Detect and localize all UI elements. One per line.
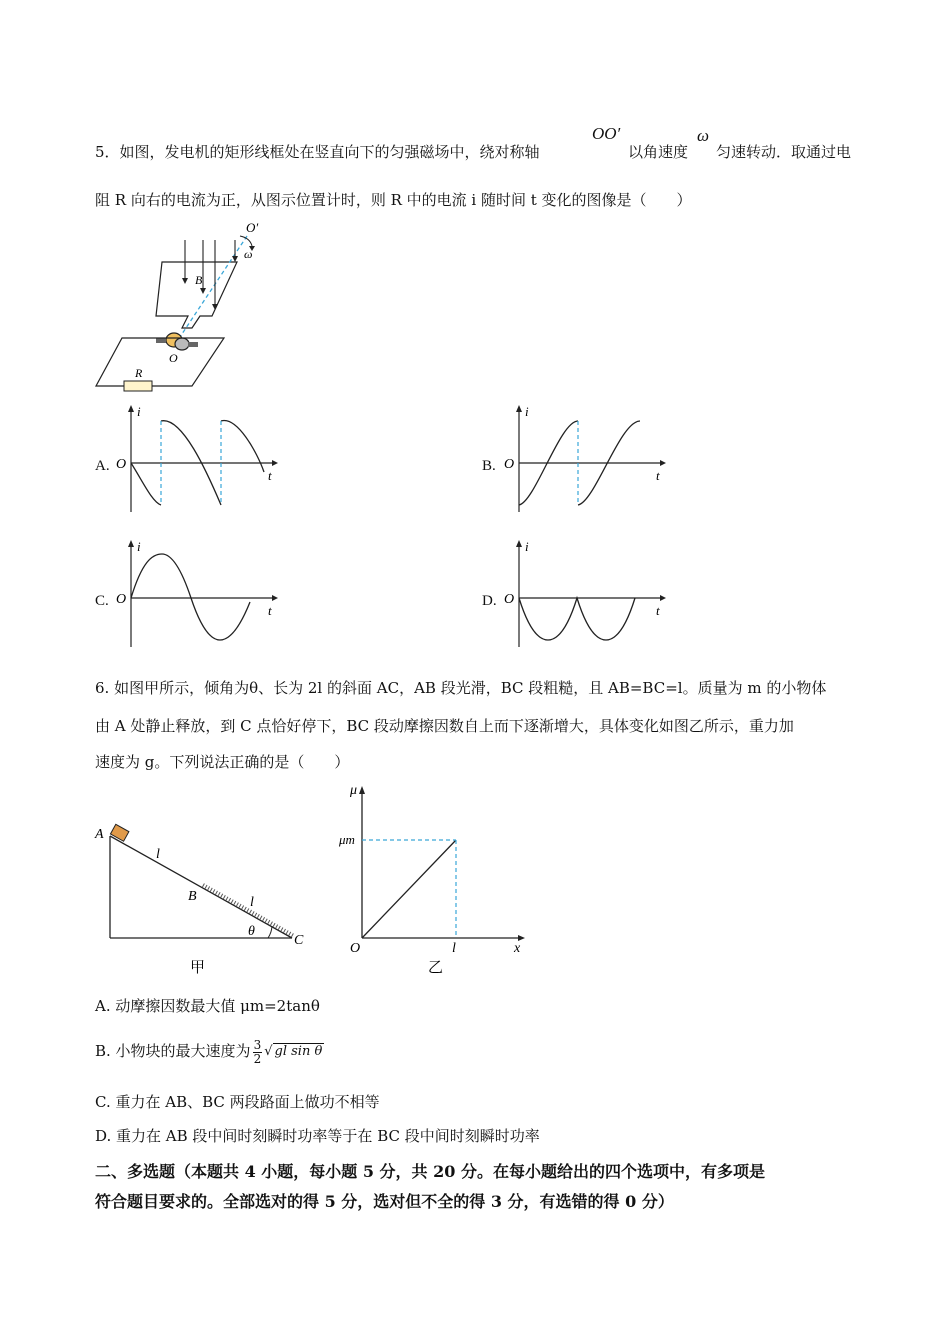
label-i: i <box>525 539 529 554</box>
frac-denominator: 2 <box>253 1051 262 1066</box>
circuit-frame <box>96 338 224 386</box>
q6-line-1: 6. 如图甲所示，倾角为θ、长为 2l 的斜面 AC，AB 段光滑，BC 段粗糙，且 AB=BC=l。质量为 m 的小物体 <box>95 679 827 697</box>
label-l-upper: l <box>156 847 160 862</box>
mu-line <box>362 840 456 938</box>
sqrt-radicand: gl sin θ <box>274 1044 323 1059</box>
field-arrow-2 <box>200 288 206 294</box>
option-b-text: B. 小物块的最大速度为 <box>95 1042 251 1060</box>
i-axis-arrow <box>516 405 522 412</box>
label-r: R <box>135 366 143 380</box>
q5-option-b-graph <box>500 402 670 514</box>
q5-option-a-label: A. <box>95 458 110 474</box>
section-2-heading-line-1: 二、多选题（本题共 4 小题，每小题 5 分，共 20 分。在每小题给出的四个选项中，有多项是 <box>95 1162 765 1181</box>
label-o-prime: O′ <box>246 220 259 235</box>
label-origin: O <box>116 592 127 607</box>
label-i: i <box>137 404 141 419</box>
curve-seg-3 <box>221 421 264 472</box>
label-origin: O <box>504 592 515 607</box>
label-o: O <box>169 351 178 365</box>
q6-option-c: C. 重力在 AB、BC 两段路面上做功不相等 <box>95 1093 380 1111</box>
label-a: A <box>95 827 104 842</box>
rotating-coil <box>156 262 237 328</box>
label-t: t <box>268 603 272 618</box>
q5-line-1-b <box>628 142 688 162</box>
mu-graph <box>336 780 536 978</box>
t-axis-arrow <box>660 460 666 466</box>
resistor <box>124 381 152 391</box>
q6-option-d: D. 重力在 AB 段中间时刻瞬时功率等于在 BC 段中间时刻瞬时功率 <box>95 1127 540 1145</box>
q5-line-1 <box>95 142 540 162</box>
label-theta: θ <box>248 924 255 939</box>
q5-option-d-graph <box>500 537 670 649</box>
label-t: t <box>268 468 272 483</box>
label-l-lower: l <box>250 895 254 910</box>
q6-line-2: 由 A 处静止释放，到 C 点恰好停下，BC 段动摩擦因数自上而下逐渐增大，具体变化如图乙所示，重力加 <box>95 717 794 735</box>
curve-seg-1 <box>131 463 161 505</box>
field-arrow-4 <box>232 256 238 262</box>
field-arrow-3 <box>212 304 218 310</box>
q5-option-d-label: D. <box>482 593 497 609</box>
brush-left <box>156 338 166 343</box>
label-c: C <box>294 933 304 948</box>
i-axis-arrow <box>128 405 134 412</box>
generator-figure <box>92 218 259 396</box>
label-i: i <box>137 539 141 554</box>
label-origin: O <box>116 457 127 472</box>
q5-text-c: 匀速转动．取通过电 <box>716 143 852 161</box>
label-i: i <box>525 404 529 419</box>
label-t: t <box>656 603 660 618</box>
label-b: B <box>188 889 197 904</box>
q5-option-a-graph <box>112 402 282 514</box>
q5-option-b-label: B. <box>482 458 496 474</box>
label-origin: O <box>504 457 515 472</box>
mu-axis-arrow <box>359 786 365 794</box>
block <box>110 824 128 841</box>
t-axis-arrow <box>272 595 278 601</box>
label-origin: O <box>350 941 361 956</box>
caption-jia: 甲 <box>190 960 206 976</box>
label-mu-m: μm <box>339 832 355 847</box>
q5-omega-symbol: ω <box>697 126 710 145</box>
angle-arc <box>268 926 272 938</box>
q5-text-b: 以角速度 <box>628 143 689 161</box>
q5-option-c-label: C. <box>95 593 109 609</box>
incline-slope <box>110 836 292 938</box>
t-axis-arrow <box>272 460 278 466</box>
sine-curve <box>131 554 250 640</box>
q5-line-1-c <box>716 142 851 162</box>
q6-line-3: 速度为 g。下列说法正确的是（ ） <box>95 753 350 771</box>
brush-right <box>188 342 198 347</box>
i-axis-arrow <box>516 540 522 547</box>
frac-numerator: 3 <box>253 1037 262 1052</box>
section-2-heading-line-2: 符合题目要求的。全部选对的得 5 分，选对但不全的得 3 分，有选错的得 0 分） <box>95 1192 674 1211</box>
label-x: x <box>514 941 521 956</box>
label-l: l <box>452 941 456 956</box>
q6-option-b <box>95 1034 324 1068</box>
q5-axis-symbol: OO′ <box>592 124 621 143</box>
q5-text-a: 5．如图，发电机的矩形线框处在竖直向下的匀强磁场中，绕对称轴 <box>95 143 540 161</box>
i-axis-arrow <box>128 540 134 547</box>
label-omega: ω <box>244 247 253 261</box>
label-b: B <box>195 273 203 287</box>
fraction-three-halves <box>253 1039 263 1066</box>
label-t: t <box>656 468 660 483</box>
t-axis-arrow <box>660 595 666 601</box>
incline-figure <box>92 818 314 978</box>
q5-line-2: 阻 R 向右的电流为正，从图示位置计时，则 R 中的电流 i 随时间 t 变化的图像是（ ） <box>95 191 692 209</box>
field-arrow-1 <box>182 278 188 284</box>
label-mu: μ <box>350 783 358 798</box>
q6-option-a: A. 动摩擦因数最大值 μm=2tanθ <box>95 997 320 1015</box>
q5-option-c-graph <box>112 537 282 649</box>
abs-sine-curve <box>519 598 635 640</box>
slip-ring-2 <box>175 338 189 350</box>
caption-yi: 乙 <box>428 960 444 976</box>
sqrt-expression: √ gl sin θ <box>264 1044 323 1059</box>
